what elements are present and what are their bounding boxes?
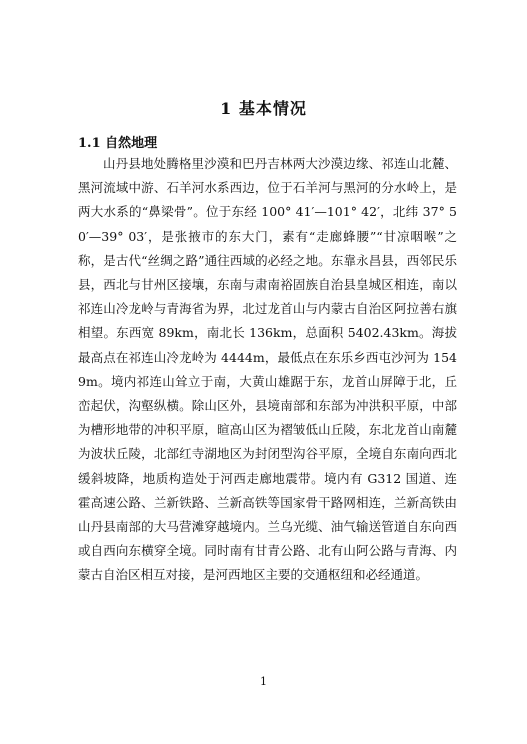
body-paragraph: 山丹县地处腾格里沙漠和巴丹吉林两大沙漠边缘、祁连山北麓、黑河流域中游、石羊河水系西边，位于石羊河与黑河的分水岭上，是两大水系的“鼻梁骨”。位于东经 100° 41′—101° 42′，北纬 37° 50′—39° 03′，是张掖市的东大门，素有“走廊蜂腰”“甘凉咽喉”之称，是古代“丝绸之路”通往西域的必经之地。东靠永昌县，西邻民乐县，西北与甘州区接壤，东南与肃南裕固族自治县皇城区相连，南以祁连山冷龙岭与青海省为界，北过龙首山与内蒙古自治区阿拉善右旗相望。东西宽 89km，南北长 136km，总面积 5402.43km。海拔最高点在祁连山冷龙岭为 4444m，最低点在东乐乡西屯沙河为 1549m。境内祁连山耸立于南，大黄山雄踞于东，龙首山屏障于北，丘峦起伏，沟壑纵横。除山区外，县境南部和东部为冲洪积平原，中部为槽形地带的冲积平原，暄高山区为褶皱低山丘陵，东北龙首山南麓为波状丘陵，北部红寺湖地区为封闭型沟谷平原，全境自东南向西北缓斜坡降，地质构造处于河西走廊地震带。境内有 G312 国道、连霍高速公路、兰新铁路、兰新高铁等国家骨干路网相连，兰新高铁由山丹县南部的大马营滩穿越境内。兰乌光缆、油气输送管道自东向西或自西向东横穿全境。同时南有甘青公路、北有山阿公路与青海、内蒙古自治区相互对接，是河西地区主要的交通枢纽和必经通道。 [78,156,457,583]
chapter-title: 1 基本情况 [220,99,307,118]
page-number: 1 [260,675,267,688]
section-title: 1.1 自然地理 [78,136,158,151]
